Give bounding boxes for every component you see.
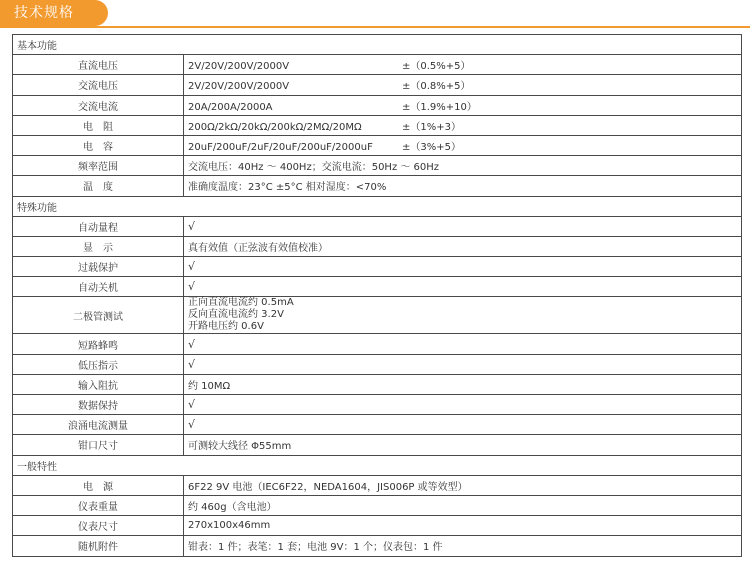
table-row <box>13 75 742 95</box>
table-row <box>13 156 742 176</box>
spec-value-line: 开路电压约 0.6V <box>188 321 264 333</box>
table-row <box>13 257 742 277</box>
spec-name: 随机附件 <box>13 536 184 556</box>
spec-name: 频率范围 <box>13 156 184 176</box>
spec-name: 电 源 <box>13 475 184 495</box>
table-row <box>13 435 742 455</box>
spec-name: 仪表尺寸 <box>13 516 184 536</box>
table-row <box>13 354 742 374</box>
range-text: 2V/20V/200V/2000V <box>188 81 290 93</box>
spec-value <box>184 75 742 95</box>
spec-name: 钳口尺寸 <box>13 435 184 455</box>
table-row <box>13 516 742 536</box>
spec-value <box>184 95 742 115</box>
spec-value <box>184 135 742 155</box>
section-heading: 一般特性 <box>13 455 742 475</box>
title-underline <box>0 26 750 28</box>
table-row <box>13 536 742 556</box>
spec-value: 约 10MΩ <box>184 374 742 394</box>
spec-name: 仪表重量 <box>13 495 184 515</box>
section-title-tab <box>0 0 108 26</box>
spec-name: 显 示 <box>13 236 184 256</box>
table-row <box>13 495 742 515</box>
section-row <box>13 196 742 216</box>
checkmark: √ <box>184 395 742 415</box>
checkmark: √ <box>184 216 742 236</box>
spec-name: 过载保护 <box>13 257 184 277</box>
spec-name: 低压指示 <box>13 354 184 374</box>
range-text: 20A/200A/2000A <box>188 101 273 113</box>
table-row <box>13 395 742 415</box>
range-text: 20uF/200uF/2uF/20uF/200uF/2000uF <box>188 142 373 154</box>
spec-value: 6F22 9V 电池（IEC6F22，NEDA1604，JIS006P 或等效型） <box>184 475 742 495</box>
range-text: 2V/20V/200V/2000V <box>188 61 290 73</box>
table-row <box>13 297 742 334</box>
table-row <box>13 135 742 155</box>
table-row <box>13 475 742 495</box>
spec-name: 自动量程 <box>13 216 184 236</box>
table-row <box>13 415 742 435</box>
spec-value: 约 460g（含电池） <box>184 495 742 515</box>
spec-value-multiline <box>184 297 742 334</box>
section-title: 技术规格 <box>14 5 74 21</box>
spec-value: 270x100x46mm <box>184 516 742 536</box>
spec-value <box>184 55 742 75</box>
spec-value: 钳表：1 件；表笔：1 套；电池 9V：1 个；仪表包：1 件 <box>184 536 742 556</box>
spec-name: 直流电压 <box>13 55 184 75</box>
checkmark: √ <box>184 334 742 354</box>
spec-value-line: 反向直流电流约 3.2V <box>188 309 284 321</box>
spec-value: 真有效值（正弦波有效值校准） <box>184 236 742 256</box>
accuracy-text: ±（1%+3） <box>402 121 461 133</box>
accuracy-text: ±（0.5%+5） <box>402 61 471 73</box>
checkmark: √ <box>184 354 742 374</box>
spec-value-line: 正向直流电流约 0.5mA <box>188 297 294 309</box>
table-row <box>13 374 742 394</box>
spec-name: 二极管测试 <box>13 297 184 334</box>
table-row <box>13 176 742 196</box>
section-row <box>13 35 742 55</box>
spec-name: 交流电流 <box>13 95 184 115</box>
spec-name: 浪涌电流测量 <box>13 415 184 435</box>
table-row <box>13 95 742 115</box>
accuracy-text: ±（3%+5） <box>402 142 461 154</box>
checkmark: √ <box>184 257 742 277</box>
spec-value <box>184 115 742 135</box>
spec-table <box>12 34 742 557</box>
checkmark: √ <box>184 277 742 297</box>
spec-name: 自动关机 <box>13 277 184 297</box>
section-heading: 基本功能 <box>13 35 742 55</box>
table-row <box>13 115 742 135</box>
spec-value: 准确度温度：23°C ±5°C 相对湿度：<70% <box>184 176 742 196</box>
spec-value: 交流电压：40Hz ～ 400Hz；交流电流：50Hz ～ 60Hz <box>184 156 742 176</box>
table-row <box>13 55 742 75</box>
accuracy-text: ±（1.9%+10） <box>402 101 477 113</box>
table-row <box>13 216 742 236</box>
range-text: 200Ω/2kΩ/20kΩ/200kΩ/2MΩ/20MΩ <box>188 121 362 133</box>
spec-name: 电 阻 <box>13 115 184 135</box>
spec-name: 短路蜂鸣 <box>13 334 184 354</box>
checkmark: √ <box>184 415 742 435</box>
spec-name: 电 容 <box>13 135 184 155</box>
spec-name: 温 度 <box>13 176 184 196</box>
accuracy-text: ±（0.8%+5） <box>402 81 471 93</box>
section-row <box>13 455 742 475</box>
table-row <box>13 334 742 354</box>
spec-name: 数据保持 <box>13 395 184 415</box>
section-heading: 特殊功能 <box>13 196 742 216</box>
spec-name: 交流电压 <box>13 75 184 95</box>
spec-value: 可测较大线径 Φ55mm <box>184 435 742 455</box>
table-row <box>13 236 742 256</box>
spec-name: 输入阻抗 <box>13 374 184 394</box>
table-row <box>13 277 742 297</box>
